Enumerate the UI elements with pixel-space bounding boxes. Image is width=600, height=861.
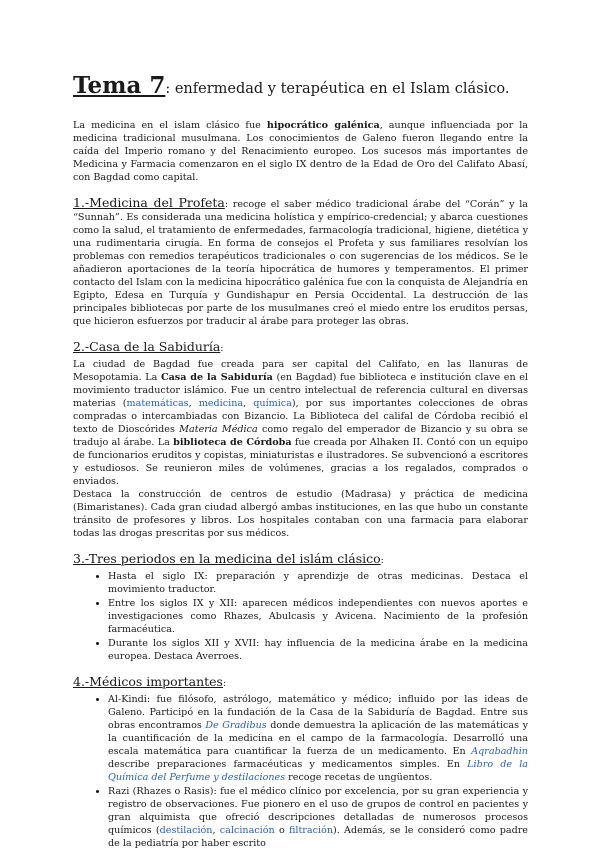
section-tres-periodos <box>73 551 528 663</box>
page-title <box>73 72 528 103</box>
section-2-paragraph-2: Destaca la construcción de centros de estudio (Madrasa) y práctica de medicina (Bimaristanes). Cada gran ciudad albergó ambas instituciones, en las que hubo un constante tránsito de profesores y libros. Los hospitales contaban con una farmacia para elaborar todas las drogas prescritas por sus médicos. <box>73 489 528 539</box>
link-destilacion[interactable]: destilación <box>159 825 213 836</box>
link-matematicas[interactable]: matemáticas <box>126 398 189 409</box>
section-3-heading: 3.-Tres periodos en la medicina del islám clásico: <box>73 551 384 566</box>
list-item: • Durante los siglos XII y XVII: hay influencia de la medicina árabe en la medicina europea. Destaca Averroes. <box>108 637 528 663</box>
section-2-heading: 2.-Casa de la Sabiduría: <box>73 339 224 354</box>
list-item: • Hasta el siglo IX: preparación y aprendizje de otras medicinas. Destaca el movimiento traductor. <box>108 570 528 596</box>
list-item-al-kindi: • Al-Kindi: fue filósofo, astrólogo, matemático y médico; influido por las ideas de Galeno. Participó en la fundación de la Casa de la Sabiduría de Bagdad. Entre sus obras encontramos De Gradibus donde demuestra la aplicación de las matemáticas y la cuantificación de la medicina en el campo de la farmacología. Desarrolló una escala matemática para cuantificar la fuerza de un medicamento. En Aqrabadhin describe preparaciones farmacéuticas y medicamentos simples. En Libro de la Química del Perfume y destilaciones recoge recetas de ungüentos. <box>108 693 528 784</box>
periods-list <box>73 570 528 663</box>
title-topic-number: Tema 7 <box>73 72 166 99</box>
section-medicina-del-profeta <box>73 196 528 328</box>
list-item: • Entre los siglos IX y XII: aparecen médicos independientes con nuevos aportes e investigaciones como Rhazes, Abulcasis y Avicena. Nacimiento de la profesión farmacéutica. <box>108 597 528 636</box>
section-casa-de-la-sabiduria <box>73 339 528 540</box>
link-aqrabadhin[interactable]: Aqrabadhin <box>471 746 528 757</box>
link-medicina[interactable]: medicina <box>198 398 244 409</box>
title-subject: : enfermedad y terapéutica en el Islam clásico. <box>165 81 510 97</box>
section-medicos-importantes <box>73 674 528 850</box>
link-quimica[interactable]: química <box>253 398 292 409</box>
document-page <box>73 72 528 861</box>
section-1-paragraph: 1.-Medicina del Profeta: recoge el saber médico tradicional árabe del “Corán” y la “Sunnah”. Es considerada una medicina holística y empírico-credencial; y abarca cuestiones como la salud, el tratamiento de enfermedades, farmacología tradicional, higiene, dietética y una rudimentaria cirugía. En forma de consejos el Profeta y sus familiares resolvían los problemas con remedios terapéuticos tradicionales o con sugerencias de los médicos. Se le añadieron aportaciones de la teoría hipocrática de humores y temperamentos. El primer contacto del Islam con la medicina hipocrático galénica fue con la conquista de Alejandría en Egipto, Edesa en Turquía y Gundishapur en Persia Occidental. La destrucción de las principales bibliotecas por parte de los musulmanes creó el miedo entre los eruditos persas, que hicieron esfuerzos por traducir al árabe para proteger las obras. <box>73 195 528 327</box>
section-1-heading: 1.-Medicina del Profeta <box>73 195 225 210</box>
physicians-list <box>73 693 528 850</box>
link-de-gradibus[interactable]: De Gradibus <box>205 720 267 731</box>
intro-paragraph: La medicina en el islam clásico fue hipocrático galénica, aunque influenciada por la medicina tradicional musulmana. Los conocimientos de Galeno fueron llegando entre la caída del Imperio romano y del Renacimiento europeo. Los sucesos más importantes de Medicina y Farmacia comenzaron en el siglo IX dentro de la Edad de Oro del Califato Abasí, con Bagdad como capital. <box>73 120 528 183</box>
list-item-razi: • Razi (Rhazes o Rasis): fue el médico clínico por excelencia, por su gran experiencia y registro de observaciones. Fue pionero en el uso de grupos de control en pacientes y gran alquimista que ofreció descripciones detalladas de numerosos procesos químicos (destilación, calcinación o filtración). Además, se le consideró como padre de la pediatría por haber escrito <box>108 785 528 850</box>
section-2-paragraph-1: La ciudad de Bagdad fue creada para ser capital del Califato, en las llanuras de Mesopotamia. La Casa de la Sabiduría (en Bagdad) fue biblioteca e institución clave en el movimiento traductor islámico. Fue un centro intelectual de referencia cultural en diversas materias (matemáticas, medicina, química), por sus importantes colecciones de obras compradas o intercambiadas con Bizancio. La Biblioteca del califal de Córdoba recibió el texto de Dioscórides Materia Médica como regalo del emperador de Bizancio y su obra se tradujo al árabe. La biblioteca de Córdoba fue creada por Alhaken II. Contó con un equipo de funcionarios eruditos y copistas, miniaturistas e ilustradores. Se subvencionó a escritores y estudiosos. Se reunieron miles de volúmenes, gracias a los regalados, comprados o enviados. <box>73 359 528 487</box>
link-calcinacion[interactable]: calcinación <box>219 825 275 836</box>
section-4-heading: 4.-Médicos importantes: <box>73 674 227 689</box>
link-libro-quimica-perfume[interactable]: Libro de la Química del Perfume y destilaciones <box>108 759 528 783</box>
link-filtracion[interactable]: filtración <box>288 825 334 836</box>
